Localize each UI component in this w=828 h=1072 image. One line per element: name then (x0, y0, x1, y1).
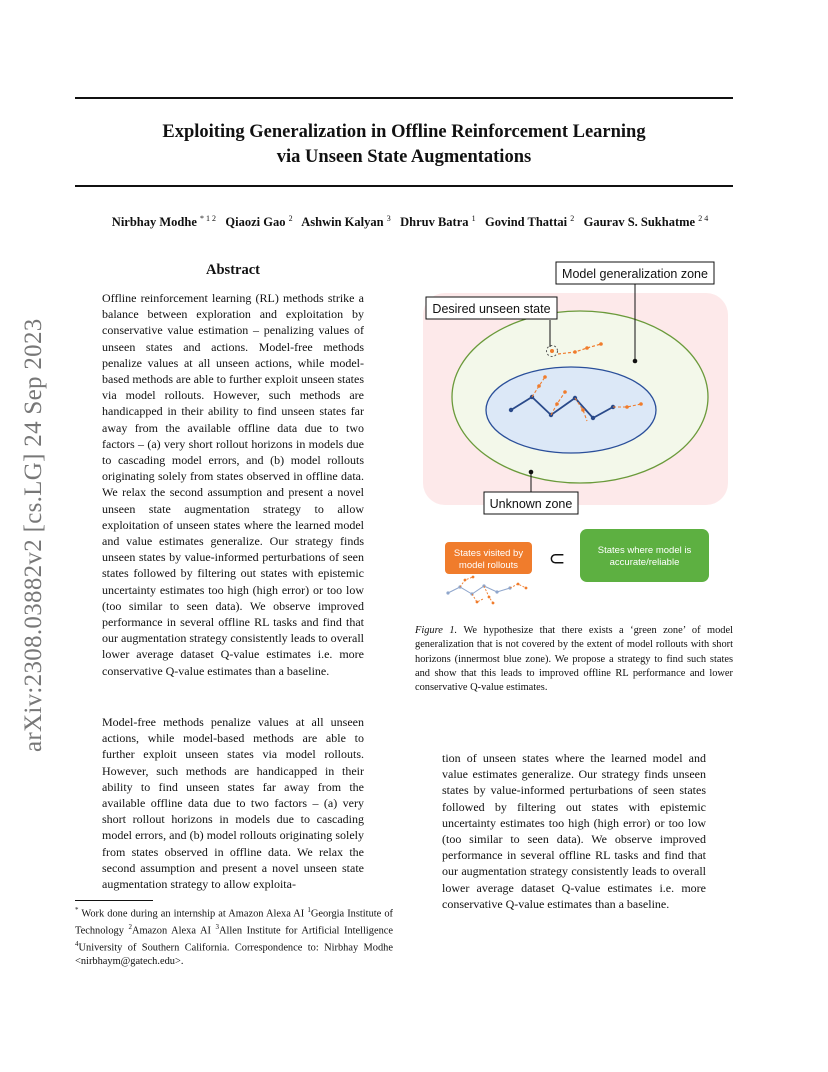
figure-1-caption (415, 624, 733, 695)
caption-label: Figure 1. (415, 625, 458, 636)
figure-1-diagram (415, 255, 733, 610)
rollout-scatter (446, 576, 527, 605)
abstract-heading: Abstract (206, 262, 260, 278)
author-6: Gaurav S. Sukhatme $^{2 4}$ (583, 214, 709, 230)
reliable-states-line-1: States where model is (597, 545, 692, 556)
footnote: * Work done during an internship at Amazon Alexa AI $^1$Georgia Institute of Technology $^2$Amazon Alexa AI $^3$Allen Institute for Artificial Intelligence $^4$University of Southern California. Correspondence to: Nirbhay Modhe <nirbhaym@gatech.edu>. (75, 906, 393, 968)
paper-title (75, 120, 733, 170)
author-5: Govind Thattai $^2$ (485, 214, 575, 230)
rollout-states-line-2: model rollouts (458, 560, 519, 571)
generalization-label: Model generalization zone (562, 267, 708, 281)
arxiv-stamp: arXiv:2308.03882v2 [cs.LG] 24 Sep 2023 (20, 318, 47, 752)
body-paragraph-left: Model-free methods penalize values at all unseen actions, while model-based methods are able to further exploit unseen states via model rollouts. However, such methods are handicapped in their ability to find unseen states far away from the available offline data due to two factors – (a) very short rollout horizons in models due to cascading model errors, and (b) model rollouts originating solely from states observed in offline data. We relax the second assumption and present a novel unseen state augmentation strategy to allow exploita- (102, 715, 364, 892)
subset-symbol: ⊂ (548, 548, 566, 570)
top-rule (75, 97, 733, 99)
footnote-rule (75, 900, 153, 901)
author-4: Dhruv Batra $^1$ (400, 214, 476, 230)
title-line-1: Exploiting Generalization in Offline Reinforcement Learning (162, 122, 646, 142)
author-3: Ashwin Kalyan $^3$ (301, 214, 391, 230)
title-bottom-rule (75, 185, 733, 187)
author-2: Qiaozi Gao $^2$ (225, 214, 293, 230)
rollout-states-line-1: States visited by (453, 548, 524, 559)
unknown-label: Unknown zone (489, 497, 573, 511)
title-line-2: via Unseen State Augmentations (276, 147, 532, 167)
abstract-text: Offline reinforcement learning (RL) methods strike a balance between exploration and exploitation by conservative value estimation – penalizing values of unseen states and actions. Model-free methods penalize values at all unseen actions, while model-based methods are able to further exploit unseen states via model rollouts. However, such methods are handicapped in their ability to find unseen states far away from the available offline data due to two factors – (a) very short rollout horizons in models due to cascading model errors, and (b) model rollouts originating solely from states observed in offline data. We relax the second assumption and present a novel unseen state augmentation strategy to allow exploitation of unseen states where the learned model and value estimates generalize. Our strategy finds unseen states by value-informed perturbations of seen states followed by filtering out states with epistemic uncertainty estimates too high (high error) or too low (too similar to seen data). We observe improved performance in several offline RL tasks and find that our augmentation strategy consistently leads to overall lower average dataset Q-value estimates i.e. more conservative Q-value estimates than a baseline. (102, 291, 364, 678)
author-list (60, 214, 760, 230)
caption-text: We hypothesize that there exists a ‘green zone’ of model generalization that is not covered by the extent of model rollouts with short horizons (innermost blue zone). We propose a strategy to find such states and show that this leads to improved offline RL performance and lower conservative Q-value estimates. (415, 625, 733, 694)
author-1: Nirbhay Modhe $^{* 1 2}$ (111, 214, 216, 230)
body-paragraph-right: tion of unseen states where the learned model and value estimates generalize. Our strategy finds unseen states by value-informed perturbations of seen states followed by filtering out states with epistemic uncertainty estimates too high (high error) or too low (too similar to seen data). We observe improved performance in several offline RL tasks and find that our augmentation strategy consistently leads to overall lower average dataset Q-value estimates i.e. more conservative Q-value estimates than a baseline. (442, 751, 706, 911)
reliable-states-line-2: accurate/reliable (609, 557, 680, 568)
desired-label: Desired unseen state (432, 302, 551, 316)
